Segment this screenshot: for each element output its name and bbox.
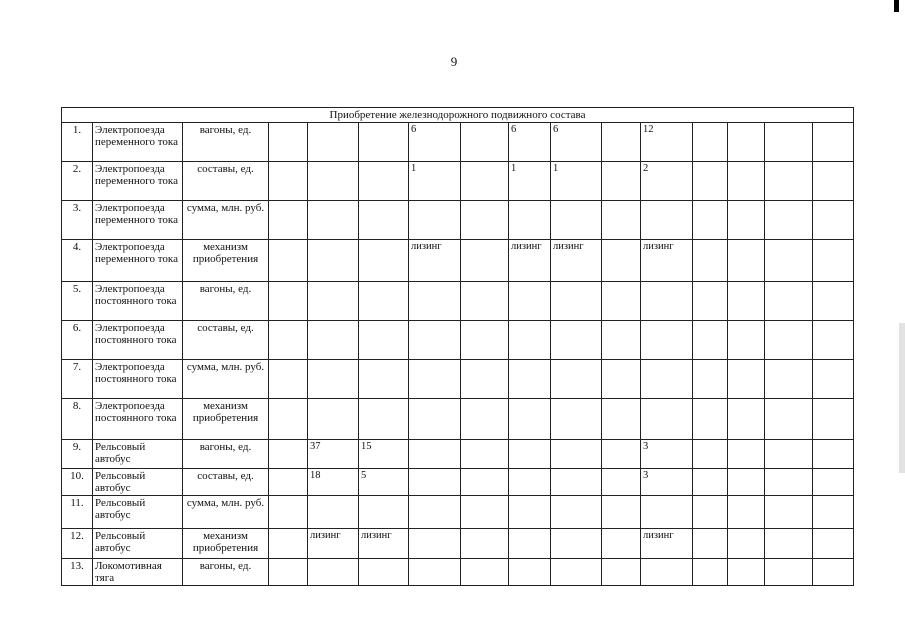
value-cell — [728, 321, 765, 360]
value-cell — [461, 440, 509, 469]
value-cell — [602, 282, 641, 321]
value-cell — [461, 360, 509, 399]
value-cell — [509, 529, 551, 559]
value-cell — [269, 282, 308, 321]
value-cell — [728, 201, 765, 240]
value-cell — [813, 360, 854, 399]
value-cell — [765, 360, 813, 399]
value-cell — [693, 162, 728, 201]
row-number: 4. — [62, 240, 93, 282]
table-row — [62, 321, 854, 360]
scan-edge-shadow — [899, 323, 905, 473]
value-cell — [693, 440, 728, 469]
value-cell — [409, 469, 461, 496]
value-cell — [765, 321, 813, 360]
value-cell — [765, 496, 813, 529]
value-cell — [509, 496, 551, 529]
value-cell — [641, 360, 693, 399]
unit-of-measure: сумма, млн. руб. — [183, 496, 269, 529]
value-cell — [461, 282, 509, 321]
value-cell — [813, 529, 854, 559]
table-title: Приобретение железнодорожного подвижного состава — [62, 108, 854, 123]
value-cell — [765, 469, 813, 496]
value-cell — [308, 496, 359, 529]
value-cell — [551, 321, 602, 360]
value-cell — [641, 496, 693, 529]
row-number: 11. — [62, 496, 93, 529]
value-cell: 15 — [359, 440, 409, 469]
value-cell — [602, 469, 641, 496]
value-cell — [509, 282, 551, 321]
unit-of-measure: сумма, млн. руб. — [183, 201, 269, 240]
table-row — [62, 162, 854, 201]
value-cell — [509, 440, 551, 469]
value-cell — [551, 201, 602, 240]
value-cell — [269, 360, 308, 399]
value-cell — [602, 360, 641, 399]
row-number: 6. — [62, 321, 93, 360]
value-cell — [509, 559, 551, 586]
value-cell — [269, 440, 308, 469]
value-cell — [269, 240, 308, 282]
value-cell: лизинг — [641, 529, 693, 559]
value-cell — [308, 321, 359, 360]
value-cell — [509, 321, 551, 360]
value-cell — [693, 529, 728, 559]
unit-of-measure: вагоны, ед. — [183, 123, 269, 162]
row-number: 3. — [62, 201, 93, 240]
value-cell — [409, 559, 461, 586]
value-cell — [728, 282, 765, 321]
value-cell — [813, 559, 854, 586]
value-cell — [641, 321, 693, 360]
value-cell — [602, 399, 641, 440]
value-cell — [693, 321, 728, 360]
rolling-stock-type: Рельсовый автобус — [93, 469, 183, 496]
value-cell — [461, 240, 509, 282]
value-cell — [269, 469, 308, 496]
value-cell — [602, 529, 641, 559]
unit-of-measure: вагоны, ед. — [183, 282, 269, 321]
value-cell — [728, 469, 765, 496]
value-cell — [693, 282, 728, 321]
value-cell: 12 — [641, 123, 693, 162]
value-cell — [409, 399, 461, 440]
value-cell — [269, 201, 308, 240]
value-cell — [813, 469, 854, 496]
value-cell — [269, 496, 308, 529]
value-cell — [269, 123, 308, 162]
row-number: 1. — [62, 123, 93, 162]
value-cell: 3 — [641, 469, 693, 496]
value-cell — [602, 559, 641, 586]
value-cell — [765, 529, 813, 559]
value-cell — [461, 162, 509, 201]
value-cell — [359, 559, 409, 586]
value-cell — [308, 123, 359, 162]
unit-of-measure: механизм приобретения — [183, 240, 269, 282]
value-cell — [359, 123, 409, 162]
rolling-stock-table — [61, 107, 854, 586]
value-cell: 18 — [308, 469, 359, 496]
rolling-stock-type: Электропоезда переменного тока — [93, 201, 183, 240]
value-cell — [602, 496, 641, 529]
table-row — [62, 529, 854, 559]
value-cell — [461, 123, 509, 162]
value-cell: 1 — [409, 162, 461, 201]
value-cell — [409, 440, 461, 469]
value-cell — [602, 321, 641, 360]
table-row — [62, 240, 854, 282]
table-row — [62, 282, 854, 321]
value-cell — [509, 399, 551, 440]
value-cell — [728, 360, 765, 399]
value-cell — [461, 529, 509, 559]
value-cell — [728, 440, 765, 469]
table-row — [62, 559, 854, 586]
value-cell — [409, 201, 461, 240]
table-row — [62, 469, 854, 496]
unit-of-measure: составы, ед. — [183, 321, 269, 360]
value-cell — [765, 282, 813, 321]
value-cell: 1 — [551, 162, 602, 201]
unit-of-measure: сумма, млн. руб. — [183, 360, 269, 399]
value-cell — [359, 496, 409, 529]
value-cell: 1 — [509, 162, 551, 201]
value-cell — [409, 529, 461, 559]
value-cell — [509, 360, 551, 399]
value-cell — [359, 360, 409, 399]
value-cell — [728, 496, 765, 529]
table-row — [62, 360, 854, 399]
row-number: 8. — [62, 399, 93, 440]
value-cell — [269, 559, 308, 586]
value-cell — [693, 240, 728, 282]
value-cell — [551, 559, 602, 586]
value-cell — [813, 282, 854, 321]
value-cell — [269, 321, 308, 360]
value-cell: лизинг — [409, 240, 461, 282]
value-cell — [551, 360, 602, 399]
rolling-stock-type: Локомотивная тяга — [93, 559, 183, 586]
value-cell: лизинг — [308, 529, 359, 559]
value-cell — [409, 282, 461, 321]
row-number: 12. — [62, 529, 93, 559]
value-cell — [308, 240, 359, 282]
value-cell: 6 — [409, 123, 461, 162]
value-cell — [461, 321, 509, 360]
value-cell — [813, 240, 854, 282]
value-cell — [461, 399, 509, 440]
value-cell — [551, 529, 602, 559]
row-number: 10. — [62, 469, 93, 496]
value-cell — [813, 496, 854, 529]
value-cell: 2 — [641, 162, 693, 201]
value-cell — [308, 162, 359, 201]
value-cell — [551, 399, 602, 440]
unit-of-measure: составы, ед. — [183, 162, 269, 201]
value-cell — [728, 123, 765, 162]
value-cell — [308, 201, 359, 240]
value-cell — [551, 496, 602, 529]
value-cell — [693, 496, 728, 529]
value-cell — [602, 123, 641, 162]
value-cell — [461, 496, 509, 529]
value-cell — [509, 469, 551, 496]
value-cell — [409, 496, 461, 529]
table-row — [62, 201, 854, 240]
value-cell — [765, 240, 813, 282]
unit-of-measure: вагоны, ед. — [183, 440, 269, 469]
value-cell — [551, 440, 602, 469]
value-cell — [693, 469, 728, 496]
value-cell — [359, 399, 409, 440]
value-cell — [359, 162, 409, 201]
value-cell — [693, 399, 728, 440]
value-cell — [602, 240, 641, 282]
unit-of-measure: вагоны, ед. — [183, 559, 269, 586]
value-cell — [813, 123, 854, 162]
rolling-stock-type: Рельсовый автобус — [93, 529, 183, 559]
rolling-stock-type: Электропоезда переменного тока — [93, 123, 183, 162]
rolling-stock-type: Электропоезда постоянного тока — [93, 360, 183, 399]
value-cell — [693, 559, 728, 586]
value-cell: лизинг — [641, 240, 693, 282]
value-cell — [359, 282, 409, 321]
value-cell — [461, 201, 509, 240]
value-cell — [813, 321, 854, 360]
scan-edge-mark — [894, 0, 899, 12]
value-cell — [728, 240, 765, 282]
row-number: 13. — [62, 559, 93, 586]
value-cell — [359, 321, 409, 360]
table-title-row — [62, 108, 854, 123]
table-row — [62, 123, 854, 162]
page-number: 9 — [450, 54, 458, 69]
unit-of-measure: механизм приобретения — [183, 529, 269, 559]
value-cell — [269, 162, 308, 201]
value-cell: 6 — [551, 123, 602, 162]
value-cell — [641, 201, 693, 240]
rolling-stock-type: Электропоезда переменного тока — [93, 162, 183, 201]
rolling-stock-type: Электропоезда переменного тока — [93, 240, 183, 282]
value-cell: 3 — [641, 440, 693, 469]
row-number: 2. — [62, 162, 93, 201]
value-cell — [693, 201, 728, 240]
row-number: 9. — [62, 440, 93, 469]
value-cell — [641, 282, 693, 321]
value-cell: 6 — [509, 123, 551, 162]
table-row — [62, 496, 854, 529]
value-cell — [602, 162, 641, 201]
rolling-stock-type: Электропоезда постоянного тока — [93, 321, 183, 360]
value-cell — [813, 440, 854, 469]
value-cell — [602, 440, 641, 469]
value-cell — [813, 162, 854, 201]
value-cell — [602, 201, 641, 240]
rolling-stock-type: Электропоезда постоянного тока — [93, 399, 183, 440]
value-cell — [308, 282, 359, 321]
value-cell — [409, 321, 461, 360]
value-cell — [765, 162, 813, 201]
row-number: 5. — [62, 282, 93, 321]
value-cell — [728, 529, 765, 559]
value-cell — [509, 201, 551, 240]
rolling-stock-type: Рельсовый автобус — [93, 440, 183, 469]
value-cell: лизинг — [509, 240, 551, 282]
value-cell: лизинг — [551, 240, 602, 282]
value-cell — [728, 559, 765, 586]
value-cell — [551, 469, 602, 496]
value-cell — [765, 201, 813, 240]
rolling-stock-type: Рельсовый автобус — [93, 496, 183, 529]
value-cell: лизинг — [359, 529, 409, 559]
value-cell — [461, 559, 509, 586]
value-cell — [308, 559, 359, 586]
value-cell — [308, 399, 359, 440]
unit-of-measure: механизм приобретения — [183, 399, 269, 440]
value-cell — [728, 162, 765, 201]
value-cell — [359, 201, 409, 240]
value-cell: 5 — [359, 469, 409, 496]
table-row — [62, 440, 854, 469]
value-cell — [813, 201, 854, 240]
value-cell: 37 — [308, 440, 359, 469]
value-cell — [765, 559, 813, 586]
value-cell — [308, 360, 359, 399]
value-cell — [641, 559, 693, 586]
value-cell — [765, 123, 813, 162]
value-cell — [765, 399, 813, 440]
value-cell — [641, 399, 693, 440]
row-number: 7. — [62, 360, 93, 399]
value-cell — [765, 440, 813, 469]
value-cell — [551, 282, 602, 321]
value-cell — [269, 529, 308, 559]
value-cell — [359, 240, 409, 282]
value-cell — [693, 123, 728, 162]
value-cell — [409, 360, 461, 399]
unit-of-measure: составы, ед. — [183, 469, 269, 496]
rolling-stock-type: Электропоезда постоянного тока — [93, 282, 183, 321]
value-cell — [813, 399, 854, 440]
table-row — [62, 399, 854, 440]
value-cell — [269, 399, 308, 440]
value-cell — [728, 399, 765, 440]
value-cell — [461, 469, 509, 496]
value-cell — [693, 360, 728, 399]
